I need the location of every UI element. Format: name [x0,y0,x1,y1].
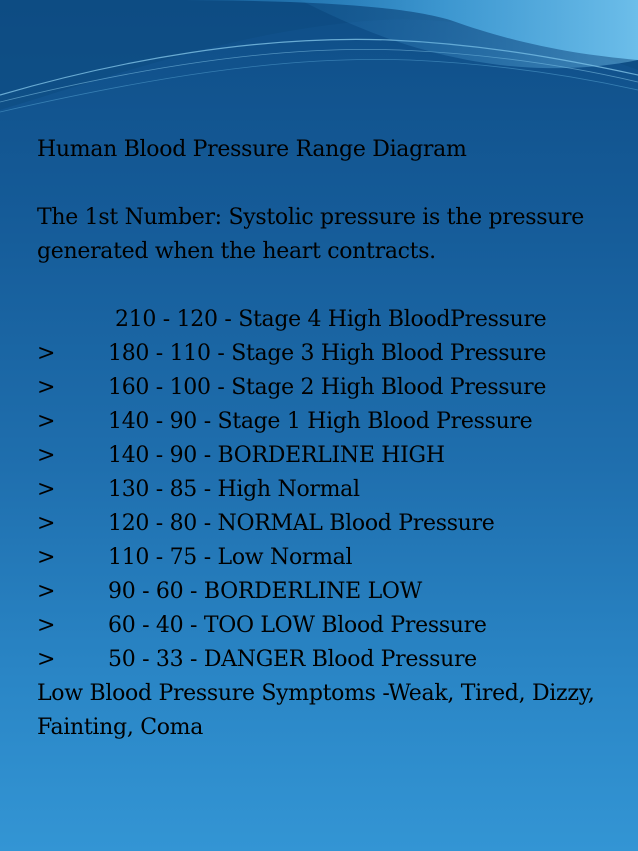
spacer [37,167,627,201]
list-item [37,405,627,439]
bullet-marker: > [37,341,56,366]
list-item [37,371,627,405]
bullet-marker: > [37,477,56,502]
list-item [37,473,627,507]
bullet-marker: > [37,579,56,604]
bullet-marker: > [37,613,56,638]
list-item [37,609,627,643]
list-item [37,643,627,677]
range-text: 50 - 33 - DANGER Blood Pressure [108,647,477,672]
list-item [37,439,627,473]
range-list [37,303,627,677]
range-text: 160 - 100 - Stage 2 High Blood Pressure [108,375,547,400]
bullet-marker: > [37,647,56,672]
page-title: Human Blood Pressure Range Diagram [37,137,467,162]
intro-paragraph: The 1st Number: Systolic pressure is the pressure generated when the heart contracts. [37,205,584,264]
list-item [37,541,627,575]
range-text: 120 - 80 - NORMAL Blood Pressure [108,511,495,536]
list-item [37,575,627,609]
range-text: 140 - 90 - Stage 1 High Blood Pressure [108,409,533,434]
range-text: 180 - 110 - Stage 3 High Blood Pressure [108,341,547,366]
bullet-marker: > [37,545,56,570]
decorative-wave-banner [0,0,638,150]
list-item [37,337,627,371]
list-item [37,507,627,541]
range-text: 130 - 85 - High Normal [108,477,360,502]
range-text: 90 - 60 - BORDERLINE LOW [108,579,422,604]
bullet-marker: > [37,443,56,468]
slide-body [37,133,627,745]
range-text: 110 - 75 - Low Normal [108,545,353,570]
spacer [37,269,627,303]
footer-symptoms: Low Blood Pressure Symptoms -Weak, Tired, Dizzy, Fainting, Coma [37,681,595,740]
range-text: 210 - 120 - Stage 4 High BloodPressure [115,307,547,332]
range-text: 140 - 90 - BORDERLINE HIGH [108,443,445,468]
list-item [37,303,627,337]
bullet-marker: > [37,511,56,536]
bullet-marker: > [37,409,56,434]
range-text: 60 - 40 - TOO LOW Blood Pressure [108,613,487,638]
bullet-marker: > [37,375,56,400]
